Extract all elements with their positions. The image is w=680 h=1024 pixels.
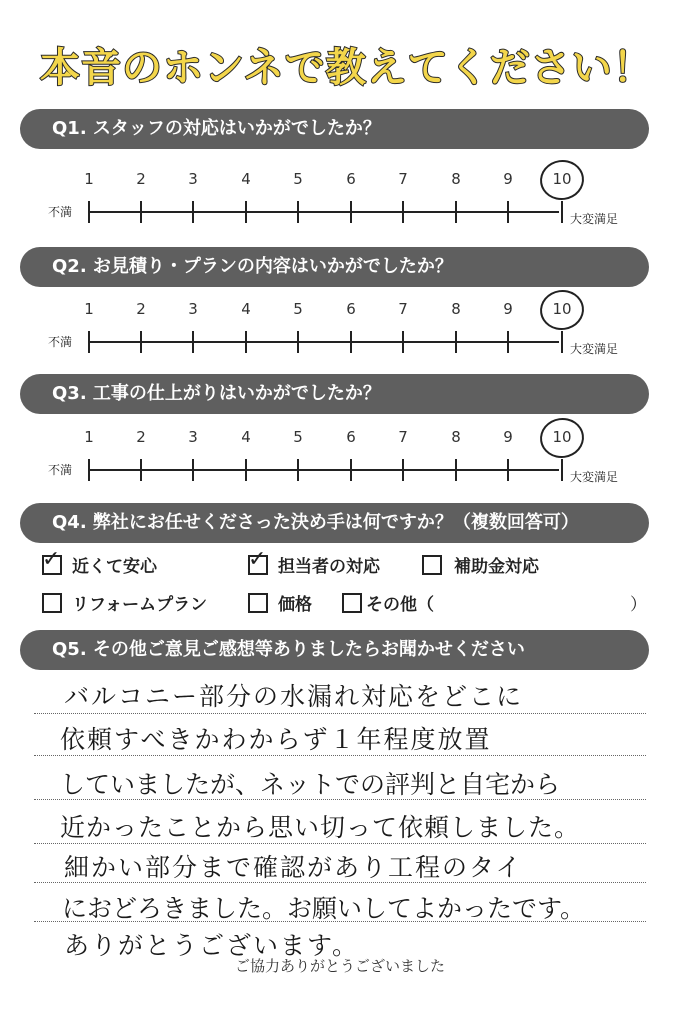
checkbox-subsidy[interactable] [422, 555, 442, 575]
scale-number[interactable]: 4 [241, 300, 251, 318]
handwritten-line-3: していましたが、ネットでの評判と自宅から [60, 770, 561, 799]
scale-number[interactable]: 3 [188, 428, 198, 446]
checkbox-price[interactable] [248, 593, 268, 613]
scale-number[interactable]: 3 [188, 300, 198, 318]
scale-axis [89, 211, 559, 213]
question-1-scale [0, 170, 680, 240]
scale-number[interactable]: 7 [398, 170, 408, 188]
option-label: 担当者の対応 [278, 557, 380, 577]
scale-number[interactable]: 1 [84, 170, 94, 188]
option-label: リフォームプラン [72, 595, 208, 615]
handwritten-line-6: におどろきました。お願いしてよかったです。 [62, 894, 586, 923]
option-label: 補助金対応 [454, 557, 539, 577]
scale-high-label: 大変満足 [570, 470, 619, 484]
check-mark-icon: ✓ [42, 547, 61, 572]
scale-number[interactable]: 2 [136, 170, 146, 188]
scale-tick [561, 331, 563, 353]
scale-tick [561, 201, 563, 223]
scale-number[interactable]: 10 [552, 170, 572, 188]
question-5-header: Q5. その他ご意見ご感想等ありましたらお聞かせください [20, 630, 649, 670]
scale-low-label: 不満 [48, 335, 73, 349]
handwritten-line-7: ありがとうございます。 [64, 931, 360, 960]
scale-number[interactable]: 6 [346, 428, 356, 446]
checkbox-reform-plan[interactable] [42, 593, 62, 613]
scale-number[interactable]: 4 [241, 170, 251, 188]
handwritten-line-1: バルコニー部分の水漏れ対応をどこに [64, 682, 524, 711]
question-3-header: Q3. 工事の仕上がりはいかがでしたか？ [20, 374, 649, 414]
question-2-scale [0, 300, 680, 370]
scale-number[interactable]: 9 [503, 428, 513, 446]
scale-number[interactable]: 3 [188, 170, 198, 188]
question-4-header: Q4. 弊社にお任せくださった決め手は何ですか？（複数回答可） [20, 503, 649, 543]
writing-line [34, 713, 646, 714]
question-3-scale [0, 428, 680, 498]
scale-low-label: 不満 [48, 463, 73, 477]
scale-number[interactable]: 1 [84, 300, 94, 318]
scale-high-label: 大変満足 [570, 342, 619, 356]
scale-number[interactable]: 7 [398, 300, 408, 318]
scale-low-label: 不満 [48, 205, 73, 219]
scale-number[interactable]: 10 [552, 300, 572, 318]
scale-number[interactable]: 8 [451, 428, 461, 446]
handwritten-line-5: 細かい部分まで確認があり工程のタイ [64, 853, 523, 882]
question-1-header: Q1. スタッフの対応はいかがでしたか？ [20, 109, 649, 149]
scale-high-label: 大変満足 [570, 212, 619, 226]
scale-number[interactable]: 5 [293, 170, 303, 188]
scale-number[interactable]: 5 [293, 428, 303, 446]
scale-tick [561, 459, 563, 481]
handwritten-line-2: 依頼すべきかわからず１年程度放置 [60, 725, 492, 754]
scale-number[interactable]: 4 [241, 428, 251, 446]
scale-axis [89, 469, 559, 471]
scale-number[interactable]: 6 [346, 300, 356, 318]
question-2-header: Q2. お見積り・プランの内容はいかがでしたか？ [20, 247, 649, 287]
other-close-paren: ） [630, 595, 647, 615]
scale-number[interactable]: 10 [552, 428, 572, 446]
scale-number[interactable]: 9 [503, 300, 513, 318]
scale-number[interactable]: 7 [398, 428, 408, 446]
scale-number[interactable]: 6 [346, 170, 356, 188]
option-label: 価格 [278, 595, 312, 615]
scale-number[interactable]: 2 [136, 300, 146, 318]
scale-axis [89, 341, 559, 343]
scale-number[interactable]: 5 [293, 300, 303, 318]
option-label: その他（ [366, 595, 434, 615]
scale-number[interactable]: 8 [451, 300, 461, 318]
handwritten-line-4: 近かったことから思い切って依頼しました。 [60, 813, 581, 842]
option-label: 近くて安心 [72, 557, 157, 577]
scale-number[interactable]: 8 [451, 170, 461, 188]
scale-number[interactable]: 9 [503, 170, 513, 188]
page-title: 本音のホンネで教えてください！ [40, 45, 654, 91]
checkbox-near-safe[interactable] [42, 547, 62, 575]
checkbox-staff-response[interactable] [248, 547, 268, 575]
footer-thanks: ご協力ありがとうございました [234, 957, 445, 975]
checkbox-other[interactable] [342, 593, 362, 613]
scale-number[interactable]: 1 [84, 428, 94, 446]
check-mark-icon: ✓ [248, 547, 267, 572]
scale-number[interactable]: 2 [136, 428, 146, 446]
